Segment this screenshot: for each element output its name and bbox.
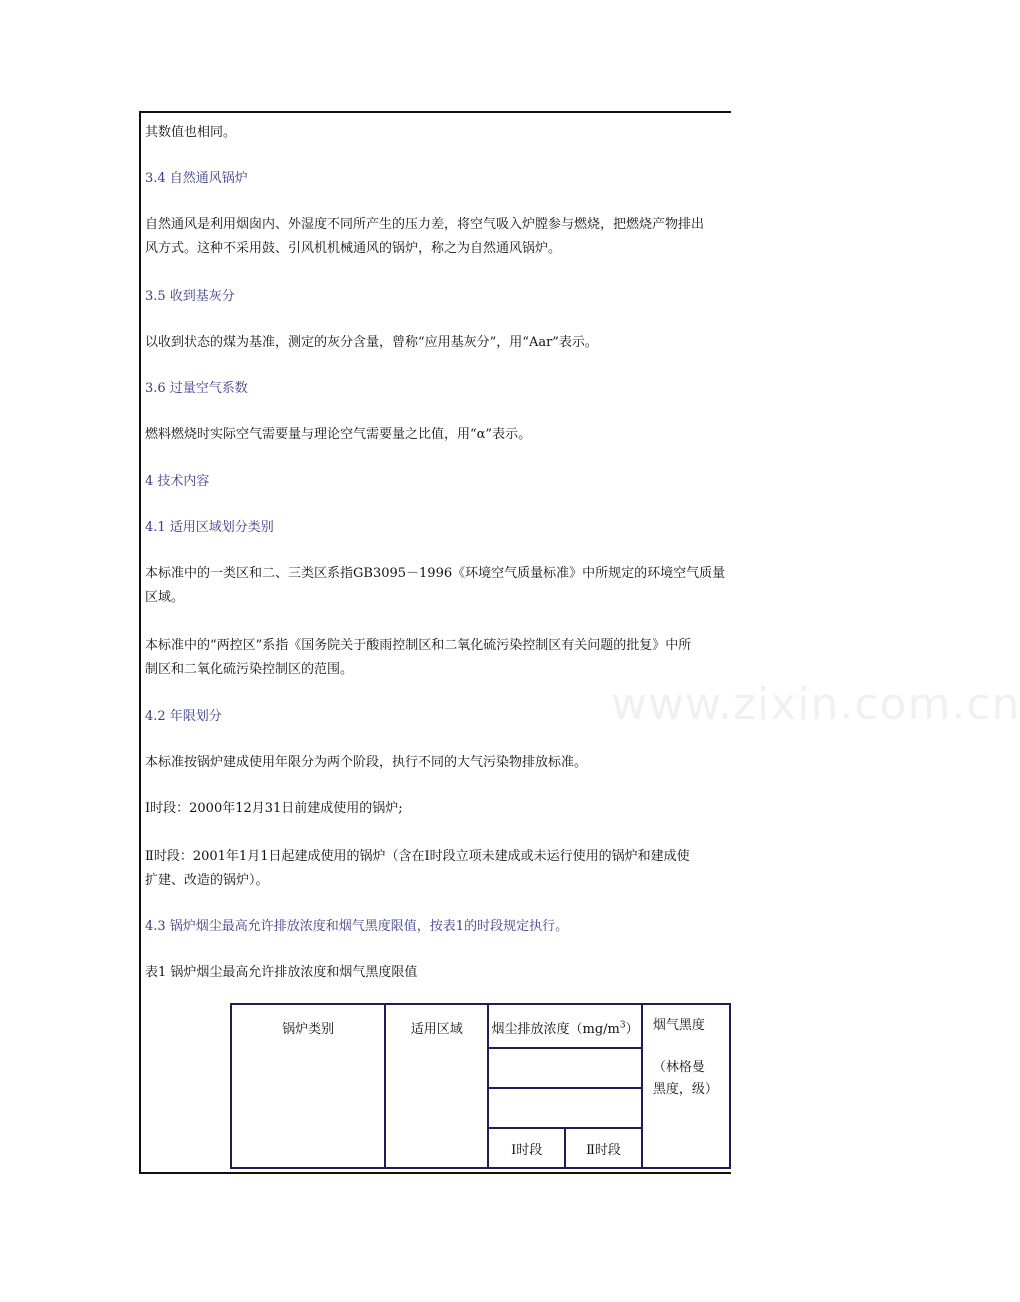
header-boiler-type-label: 锅炉类别: [282, 1022, 335, 1037]
paragraph-text: Ⅱ时段：2001年1月1日起建成使用的锅炉（含在Ⅰ时段立项未建成或未运行使用的锅炉和建成使: [145, 849, 690, 864]
document-frame: [139, 111, 1020, 1174]
section-heading-3-6: 3.6 过量空气系数: [145, 381, 248, 396]
paragraph-text: 以收到状态的煤为基准，测定的灰分含量，曾称“应用基灰分”，用“Aar”表示。: [145, 335, 598, 350]
paragraph-text: 制区和二氧化硫污染控制区的范围。: [145, 662, 354, 677]
paragraph-text: Ⅰ时段：2000年12月31日前建成使用的锅炉;: [145, 801, 403, 816]
emission-limit-table: [230, 1003, 731, 1169]
period-2-label: Ⅱ时段: [586, 1143, 621, 1158]
table-cell-empty: [488, 1048, 642, 1088]
paragraph-text: 本标准中的“两控区”系指《国务院关于酸雨控制区和二氧化硫污染控制区有关问题的批复》中所: [145, 638, 692, 653]
paragraph-text: 自然通风是利用烟囱内、外湿度不同所产生的压力差，将空气吸入炉膛参与燃烧，把燃烧产物排出: [145, 217, 705, 232]
paragraph-text: 燃料燃烧时实际空气需要量与理论空气需要量之比值，用“α”表示。: [145, 427, 532, 442]
paragraph-text: 本标准中的一类区和二、三类区系指GB3095－1996《环境空气质量标准》中所规定的环境空气质量: [145, 566, 726, 581]
table-caption: 表1 锅炉烟尘最高允许排放浓度和烟气黑度限值: [145, 965, 418, 980]
period-2-cell: [565, 1128, 642, 1168]
table-cell-empty: [488, 1088, 642, 1128]
header-smoke-blackness: [642, 1004, 730, 1168]
paragraph-text: 扩建、改造的锅炉）。: [145, 873, 269, 888]
header-boiler-type: [231, 1004, 385, 1168]
period-1-cell: [488, 1128, 565, 1168]
section-heading-4: 4 技术内容: [145, 474, 210, 489]
paragraph-text: 风方式。这种不采用鼓、引风机机械通风的锅炉，称之为自然通风锅炉。: [145, 241, 562, 256]
header-smoke-line-1: 烟气黑度: [652, 1018, 705, 1033]
paragraph-text: 本标准按锅炉建成使用年限分为两个阶段，执行不同的大气污染物排放标准。: [145, 755, 588, 770]
section-heading-3-4: 3.4 自然通风锅炉: [145, 171, 248, 186]
section-heading-4-1: 4.1 适用区域划分类别: [145, 520, 274, 535]
paragraph-text: 区域。: [145, 590, 185, 605]
period-1-label: Ⅰ时段: [511, 1143, 543, 1158]
header-applicable-area: [385, 1004, 488, 1168]
header-dust-concentration-label: 烟尘排放浓度$(mg/m^3)$: [491, 1020, 639, 1037]
header-smoke-line-2: （林格曼: [652, 1060, 705, 1075]
section-heading-4-2: 4.2 年限划分: [145, 709, 222, 724]
paragraph-text: 其数值也相同。: [145, 125, 237, 140]
header-dust-concentration: [488, 1004, 642, 1048]
section-heading-3-5: 3.5 收到基灰分: [145, 289, 235, 304]
watermark: www.zixin.com.cn: [611, 679, 1020, 730]
section-heading-4-3: 4.3 锅炉烟尘最高允许排放浓度和烟气黑度限值，按表1的时段规定执行。: [145, 919, 569, 934]
header-smoke-line-3: 黑度，级）: [652, 1082, 718, 1097]
header-applicable-area-label: 适用区域: [410, 1022, 463, 1037]
